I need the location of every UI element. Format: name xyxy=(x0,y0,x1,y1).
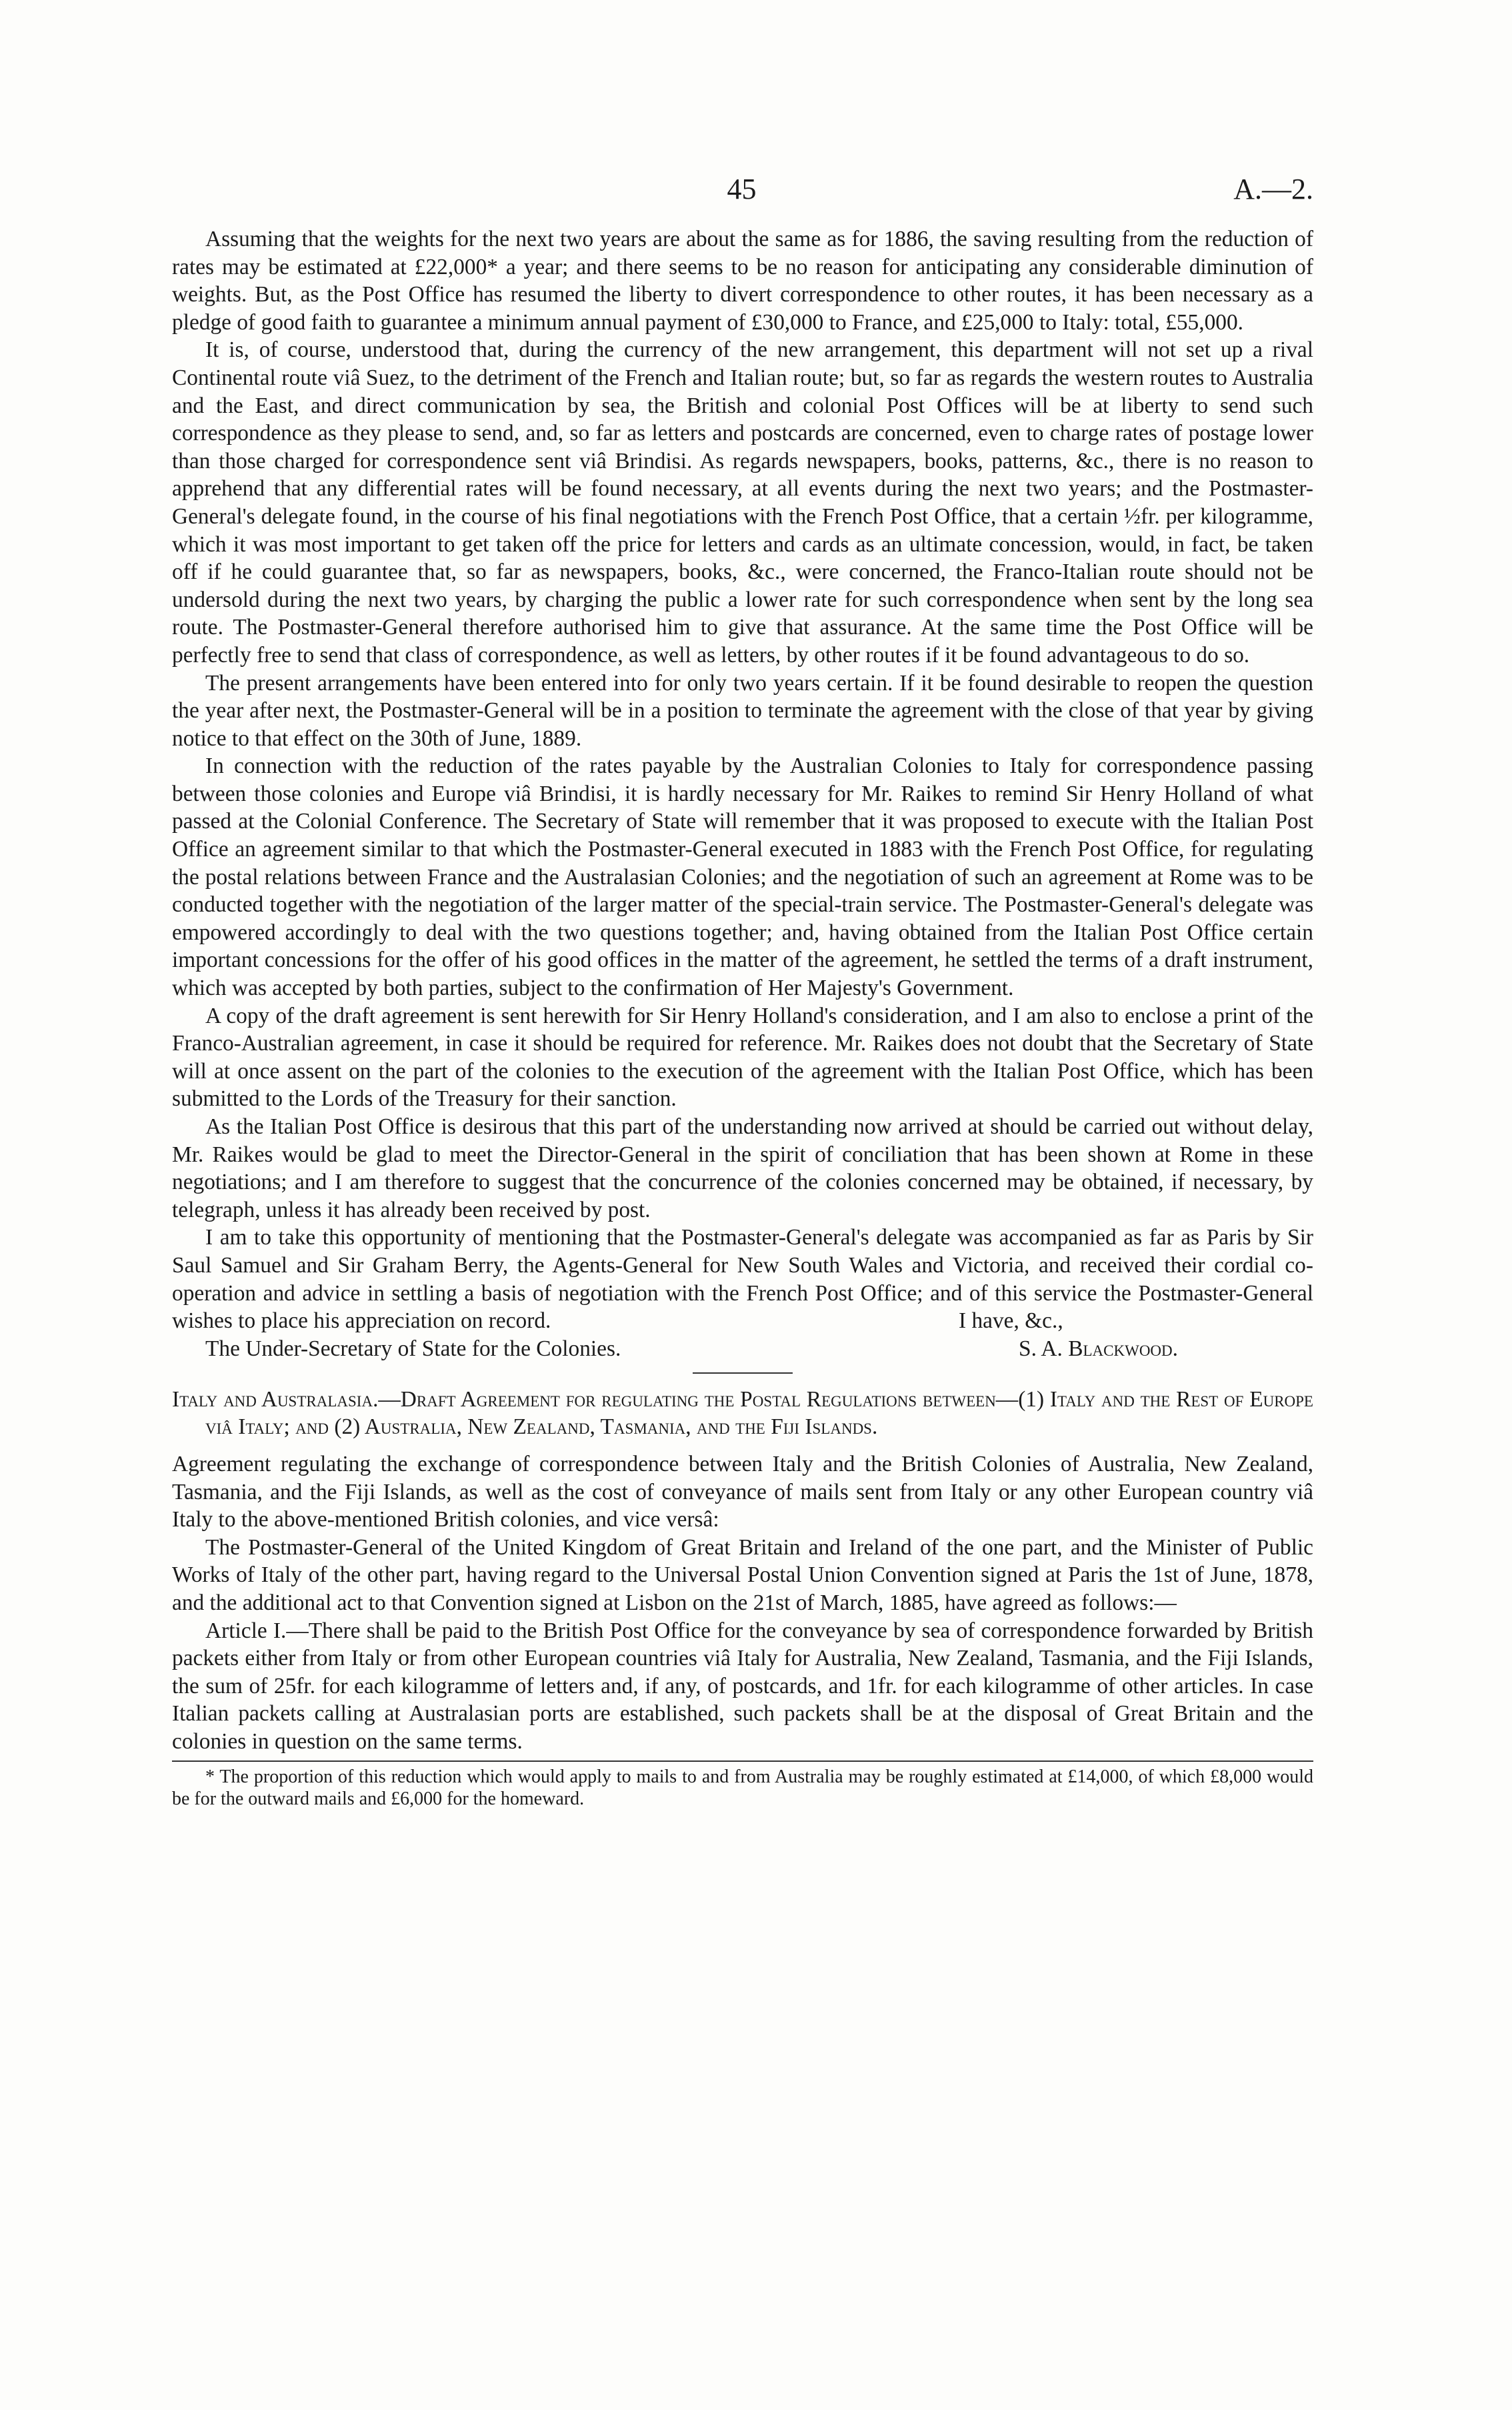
paragraph-italian-agreement: In connection with the reduction of the rates payable by the Australian Colonies to Italy for correspondence passing between those colonies and Europe viâ Brindisi, it is hardly necessary for Mr. Raikes to remind Sir Henry Holland of what passed at the Colonial Conference. The Secretary of State will remember that it was proposed to execute with the Italian Post Office an agreement similar to that which the Postmaster-General executed in 1883 with the French Post Office, for regulating the postal relations between France and the Australasian Colonies; and the negotiation of such an agreement at Rome was to be conducted together with the negotiation of the larger matter of the special-train service. The Postmaster-General's delegate was empowered accordingly to deal with the two questions together; and, having obtained from the Italian Post Office certain important concessions for the offer of his good offices in the matter of the agreement, he settled the terms of a draft instrument, which was accepted by both parties, subject to the confirmation of Her Majesty's Government. xyxy=(172,754,1313,1001)
addressee: The Under-Secretary of State for the Colonies. xyxy=(205,1336,621,1361)
paragraph-savings: Assuming that the weights for the next two years are about the same as for 1886, the saving resulting from the reduction of rates may be estimated at £22,000* a year; and there seems to be no reason for anticipating any considerable diminution of weights. But, as the Post Office has resumed the liberty to divert correspondence to other routes, it has been necessary as a pledge of good faith to guarantee a minimum annual payment of £30,000 to France, and £25,000 to Italy: total, £55,000. xyxy=(172,227,1313,335)
footnote-divider xyxy=(172,1760,1313,1762)
section-divider xyxy=(693,1372,793,1374)
page-number: 45 xyxy=(727,173,757,205)
draft-preamble: Agreement regulating the exchange of correspondence between Italy and the British Colonies of Australia, New Zealand, Tasmania, and the Fiji Islands, as well as the cost of conveyance of mails sent from Italy or any other European country viâ Italy to the above-mentioned British colonies, and vice versâ: xyxy=(172,1451,1313,1532)
page-header xyxy=(170,172,1313,205)
letter-body xyxy=(172,225,1313,1810)
draft-heading xyxy=(172,1386,1313,1441)
paragraph-two-years: The present arrangements have been entered into for only two years certain. If it be found desirable to reopen the question the year after next, the Postmaster-General will be in a position to terminate the agreement with the close of that year by giving notice to that effect on the 30th of June, 1889. xyxy=(172,670,1313,751)
paragraph-agents-general: I am to take this opportunity of mentioning that the Postmaster-General's delegate was accompanied as far as Paris by Sir Saul Samuel and Sir Graham Berry, the Agents-General for New South Wales and Victoria, and received their cordial co-operation and advice in settling a basis of negotiation with the French Post Office; and of this service the Postmaster-General wishes to place his appreciation on record. xyxy=(172,1225,1313,1334)
footnote: * The proportion of this reduction which would apply to mails to and from Australia may be roughly estimated at £14,000, of which £8,000 would be for the outward mails and £6,000 for the homeward. xyxy=(172,1766,1313,1810)
closing-phrase: I have, &c., xyxy=(959,1308,1063,1333)
paragraph-draft-copy: A copy of the draft agreement is sent herewith for Sir Henry Holland's consideration, and I am also to enclose a print of the Franco-Australian agreement, in case it should be required for reference. Mr. Raikes does not doubt that the Secretary of State will at once assent on the part of the colonies to the execution of the agreement with the Italian Post Office, which has been submitted to the Lords of the Treasury for their sanction. xyxy=(172,1003,1313,1112)
paragraph-without-delay: As the Italian Post Office is desirous that this part of the understanding now arrived at should be carried out without delay, Mr. Raikes would be glad to meet the Director-General in the spirit of conciliation that has been shown at Rome in these negotiations; and I am therefore to suggest that the concurrence of the colonies concerned may be obtained, if necessary, by telegraph, unless it has already been received by post. xyxy=(172,1114,1313,1222)
draft-heading-text: Italy and Australasia.—Draft Agreement for regulating the Postal Regulations between—(1) Italy and the Rest of Europe viâ Italy; and (2) Australia, New Zealand, Tasmania, and the Fiji Islands. xyxy=(172,1386,1313,1440)
paragraph-continental-route: It is, of course, understood that, during the currency of the new arrangement, this department will not set up a rival Continental route viâ Suez, to the detriment of the French and Italian route; but, so far as regards the western routes to Australia and the East, and direct communication by sea, the British and colonial Post Offices will be at liberty to send such correspondence as they please to send, and, so far as letters and postcards are concerned, even to charge rates of postage lower than those charged for correspondence sent viâ Brindisi. As regards newspapers, books, patterns, &c., there is no reason to apprehend that any differential rates will be found necessary, at all events during the next two years; and the Postmaster-General's delegate found, in the course of his final negotiations with the French Post Office, that a certain ½fr. per kilogramme, which it was most important to get taken off the price for letters and cards as an ultimate concession, would, in fact, be taken off if he could guarantee that, so far as newspapers, books, &c., were concerned, the Franco-Italian route should not be undersold during the next two years, by charging the public a lower rate for such correspondence when sent by the long sea route. The Postmaster-General therefore authorised him to give that assurance. At the same time the Post Office will be perfectly free to send that class of correspondence, as well as letters, by other routes if it be found advantageous to do so. xyxy=(172,337,1313,668)
draft-article-1: Article I.—There shall be paid to the British Post Office for the conveyance by sea of correspondence forwarded by British packets either from Italy or from other European countries viâ Italy for Australia, New Zealand, Tasmania, and the Fiji Islands, the sum of 25fr. for each kilogramme of letters and, if any, of postcards, and 1fr. for each kilogramme of other articles. In case Italian packets calling at Australasian ports are established, such packets shall be at the disposal of Great Britain and the colonies in question on the same terms. xyxy=(172,1618,1313,1754)
document-reference: A.—2. xyxy=(1233,173,1313,205)
letter-closing xyxy=(172,1308,1313,1363)
signature: S. A. Blackwood. xyxy=(1019,1336,1178,1361)
draft-parties: The Postmaster-General of the United Kingdom of Great Britain and Ireland of the one part, and the Minister of Public Works of Italy of the other part, having regard to the Universal Postal Union Convention signed at Paris the 1st of June, 1878, and the additional act to that Convention signed at Lisbon on the 21st of March, 1885, have agreed as follows:— xyxy=(172,1534,1313,1615)
